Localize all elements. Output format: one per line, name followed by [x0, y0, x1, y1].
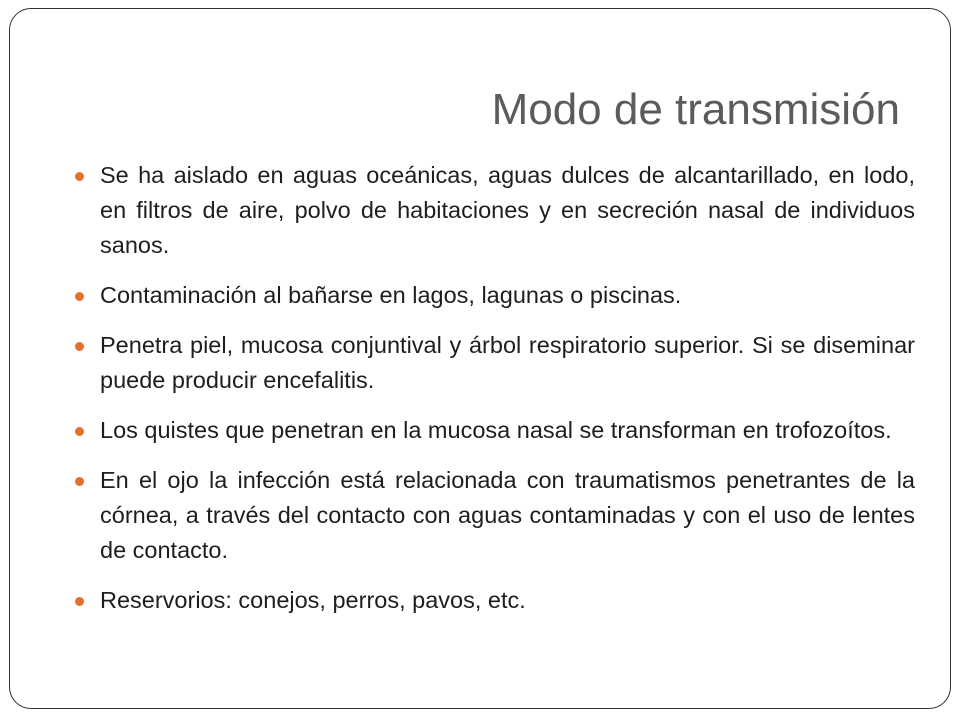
bullet-dot-icon	[75, 172, 84, 181]
bullet-dot-icon	[75, 597, 84, 606]
bullet-list	[71, 158, 915, 633]
bullet-dot-icon	[75, 342, 84, 351]
bullet-item	[71, 278, 915, 313]
bullet-dot-icon	[75, 477, 84, 486]
bullet-item	[71, 328, 915, 398]
bullet-text: Los quistes que penetran en la mucosa nasal se transforman en trofozoítos.	[100, 417, 892, 443]
bullet-dot-icon	[75, 292, 84, 301]
slide-title: Modo de transmisión	[491, 85, 900, 134]
bullet-item	[71, 463, 915, 568]
bullet-text: Penetra piel, mucosa conjuntival y árbol respiratorio superior. Si se diseminar puede producir encefalitis.	[100, 332, 915, 393]
bullet-dot-icon	[75, 427, 84, 436]
bullet-item	[71, 583, 915, 618]
bullet-text: Contaminación al bañarse en lagos, lagunas o piscinas.	[100, 282, 682, 308]
bullet-text: En el ojo la infección está relacionada con traumatismos penetrantes de la córnea, a través del contacto con aguas contaminadas y con el uso de lentes de contacto.	[100, 467, 915, 563]
bullet-item	[71, 158, 915, 263]
bullet-item	[71, 413, 915, 448]
bullet-text: Reservorios: conejos, perros, pavos, etc.	[100, 587, 526, 613]
bullet-text: Se ha aislado en aguas oceánicas, aguas dulces de alcantarillado, en lodo, en filtros de aire, polvo de habitaciones y en secreción nasal de individuos sanos.	[100, 162, 915, 258]
